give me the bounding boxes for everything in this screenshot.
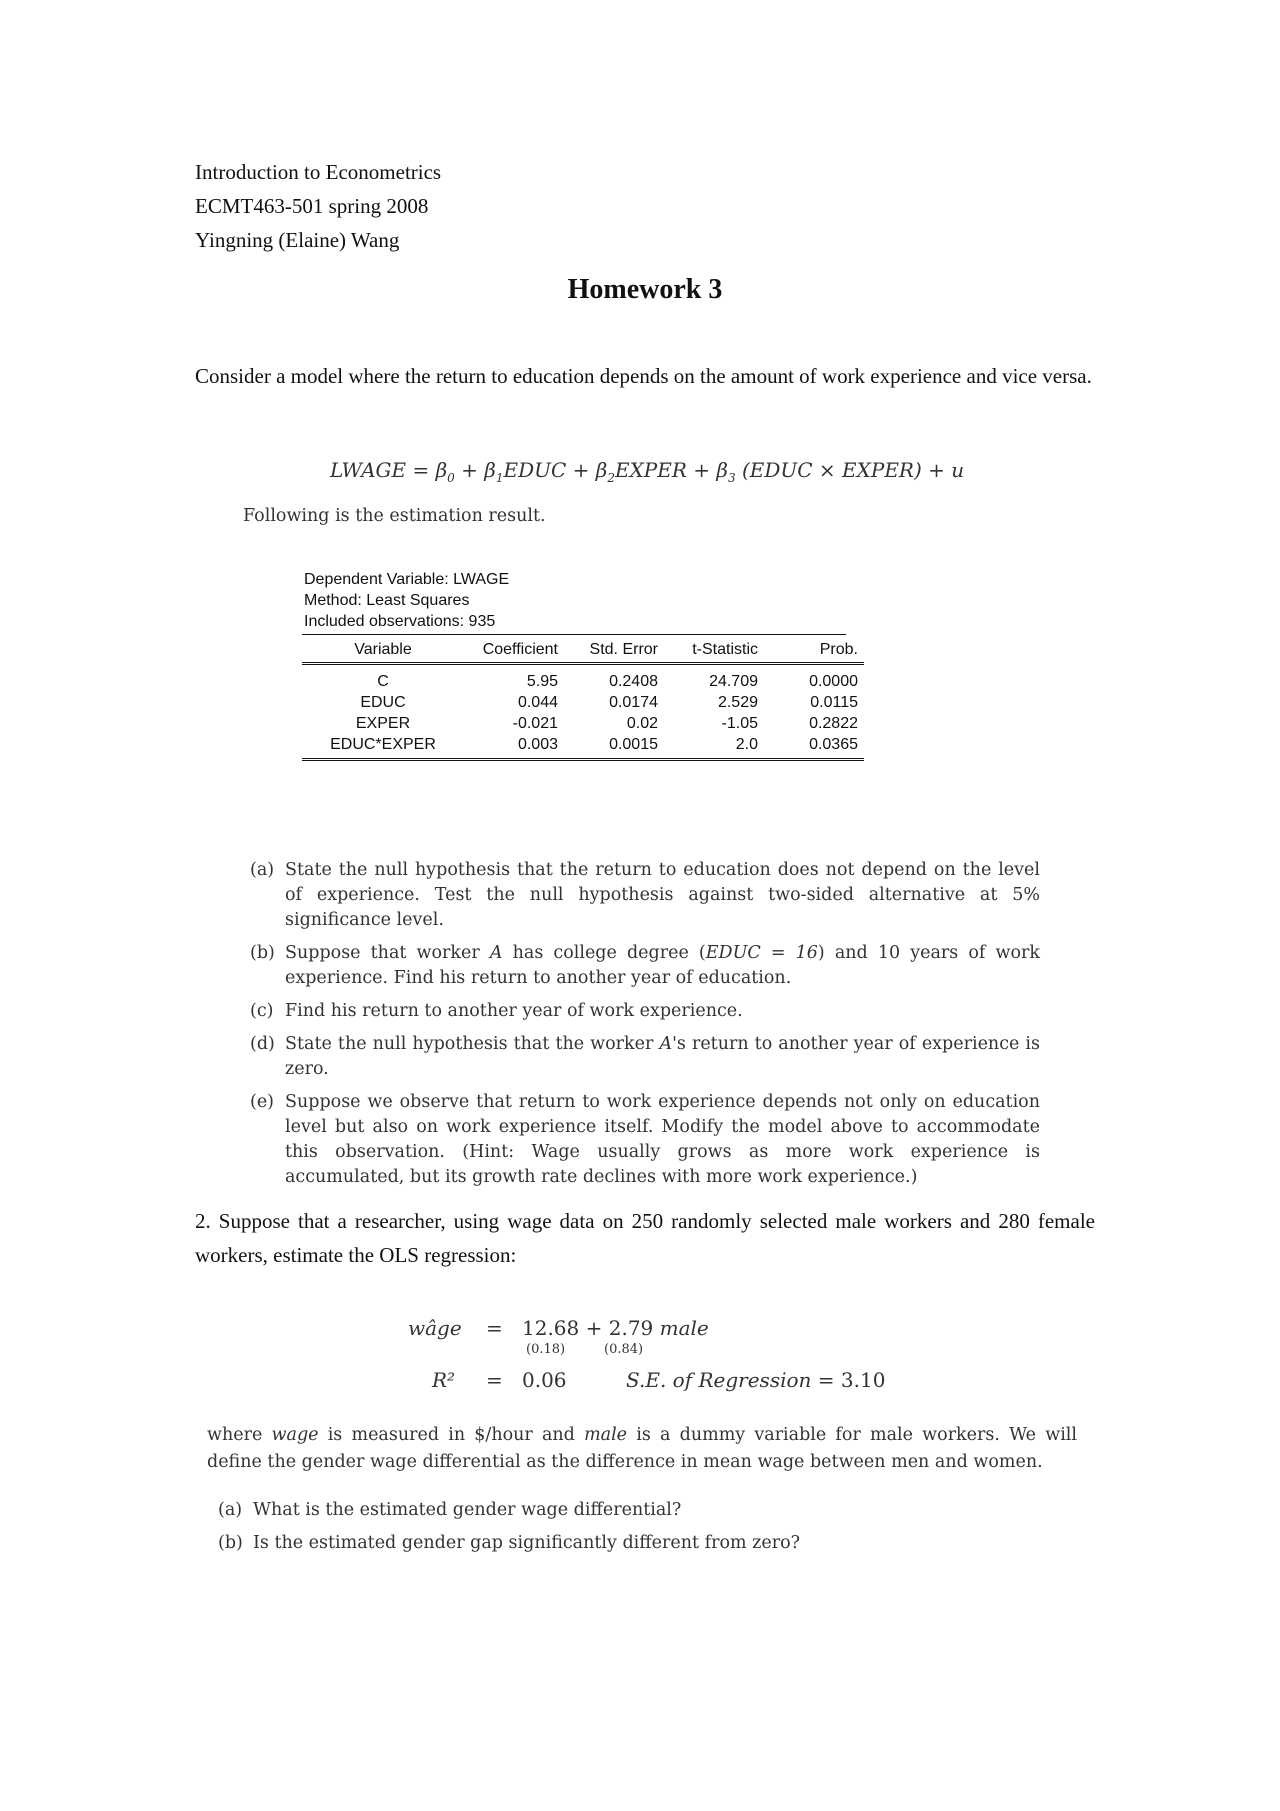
list-item	[218, 1498, 1078, 1523]
list-item	[218, 1531, 1078, 1556]
eq2-ser-label: S.E. of Regression	[626, 1368, 812, 1392]
item-text: What is the estimated gender wage differential?	[253, 1500, 682, 1520]
list-item	[250, 999, 1040, 1024]
eq2-slope: 2.79	[608, 1316, 654, 1340]
table-cell: EDUC*EXPER	[302, 734, 464, 760]
reg-top-rule	[302, 634, 846, 635]
item-text: ) and 10 years of work experience. Find his return to another year of education.	[285, 943, 1040, 988]
table-cell: 0.0174	[609, 693, 658, 711]
table-row	[302, 664, 864, 693]
item-label: (b)	[250, 943, 275, 963]
note-var-wage: wage	[271, 1425, 319, 1445]
col-header: Variable	[302, 638, 464, 664]
q1-parts	[250, 858, 1040, 1198]
eq2-r2-label: R²	[432, 1368, 456, 1392]
item-var: A	[489, 943, 503, 963]
eq2-equals: =	[486, 1316, 503, 1340]
model-equation: LWAGE = $\beta_0$ + $\beta_1EDUC$ + $\beta_2EXPER + \beta_3$ (EDUC × EXPER) + u	[330, 458, 965, 485]
eq2-var: male	[659, 1316, 709, 1340]
model-lhs: LWAGE	[330, 458, 407, 482]
col-header: Prob.	[764, 638, 864, 664]
eq2-ser-value: 3.10	[840, 1368, 886, 1392]
eq2-equals-2: =	[486, 1368, 503, 1392]
table-cell: 0.0115	[810, 693, 858, 711]
model-term2: EDUC + β	[503, 458, 608, 482]
model-beta0: β	[435, 458, 448, 482]
table-cell: 0.02	[626, 714, 658, 732]
item-label: (e)	[250, 1092, 275, 1112]
page-title: Homework 3	[567, 274, 723, 305]
q2-note: where wage is measured in $/hour and male is a dummy variable for male workers. We will define the gender wage differential as the difference in mean wage between men and women.	[207, 1425, 1077, 1472]
table-cell: EDUC	[360, 693, 406, 711]
model-beta2-sub: 2	[607, 471, 615, 485]
table-cell: 24.709	[709, 672, 758, 690]
table-cell: C	[377, 672, 389, 690]
item-var: A	[659, 1034, 673, 1054]
item-text: State the null hypothesis that the return to education does not depend on the level of experience. Test the null hypothesis against two-sided alternative at 5% significance level.	[285, 860, 1040, 930]
model-term3: EXPER + β	[614, 458, 728, 482]
table-cell: EXPER	[355, 714, 411, 732]
table-row	[302, 734, 864, 760]
course-section: ECMT463-501 spring 2008	[195, 194, 429, 218]
model-term1: + β	[454, 458, 496, 482]
item-label: (b)	[218, 1533, 243, 1553]
item-label: (c)	[250, 1001, 274, 1021]
model-beta3-sub: 3	[727, 471, 736, 485]
item-text: Suppose that worker	[285, 943, 490, 963]
table-cell: 0.044	[517, 693, 558, 711]
item-label: (a)	[250, 860, 275, 880]
table-cell: 2.0	[664, 734, 764, 760]
table-header-row	[302, 638, 864, 664]
reg-observations: Included observations: 935	[304, 613, 496, 630]
eq2-intercept: 12.68	[522, 1316, 580, 1340]
eq2-lhs: wâge	[408, 1316, 462, 1340]
eq2-se-slope: (0.84)	[604, 1342, 644, 1357]
course-title: Introduction to Econometrics	[195, 160, 442, 184]
table-cell: 0.0365	[764, 734, 864, 760]
note-var-male: male	[584, 1425, 628, 1445]
table-cell: 2.529	[717, 693, 758, 711]
list-item	[250, 1090, 1040, 1190]
item-text: has college degree (	[502, 943, 706, 963]
table-cell: 5.95	[526, 672, 558, 690]
table-cell: 0.2822	[809, 714, 858, 732]
item-label: (d)	[250, 1034, 275, 1054]
item-text: Is the estimated gender gap significantly different from zero?	[253, 1533, 801, 1553]
table-cell: 0.0015	[564, 734, 664, 760]
table-row	[302, 713, 864, 734]
eq2-rhs: 12.68 + 2.79 male	[522, 1316, 709, 1340]
q1-intro: Consider a model where the return to education depends on the amount of work experience and vice versa.	[195, 364, 1092, 388]
q2-parts	[218, 1498, 1078, 1564]
q2-intro: 2. Suppose that a researcher, using wage data on 250 randomly selected male workers and 280 female workers, estimate the OLS regression:	[195, 1209, 1095, 1267]
list-item	[250, 858, 1040, 933]
item-text: 's return to another year of experience is zero.	[285, 1034, 1040, 1079]
col-header: Std. Error	[564, 638, 664, 664]
table-cell: 0.003	[464, 734, 564, 760]
model-term4: (EDUC × EXPER) + u	[735, 458, 965, 482]
eq2-se-intercept: (0.18)	[526, 1342, 566, 1357]
eq2-ser: S.E. of Regression = 3.10	[626, 1368, 886, 1392]
item-text: Find his return to another year of work experience.	[285, 1001, 743, 1021]
model-beta1-sub: 1	[495, 471, 504, 485]
reg-dependent: Dependent Variable: LWAGE	[304, 571, 510, 588]
item-text: Suppose we observe that return to work experience depends not only on education level but also on work experience itself. Modify the model above to accommodate this observation. (Hint: Wage usually grows as more work experience is accumulated, but its growth rate declines with more work experience.)	[285, 1092, 1040, 1187]
table-cell: 0.2408	[609, 672, 658, 690]
list-item	[250, 1032, 1040, 1082]
author-name: Yingning (Elaine) Wang	[195, 228, 400, 252]
regression-table	[302, 638, 864, 761]
table-cell: -1.05	[721, 714, 758, 732]
col-header: t-Statistic	[664, 638, 764, 664]
table-cell: -0.021	[512, 714, 558, 732]
reg-method: Method: Least Squares	[304, 592, 470, 609]
list-item	[250, 941, 1040, 991]
item-text: State the null hypothesis that the worker	[285, 1034, 660, 1054]
model-beta0-sub: 0	[447, 471, 455, 485]
following-text: Following is the estimation result.	[243, 506, 546, 526]
eq2-r2-value: 0.06	[522, 1368, 567, 1392]
table-row	[302, 692, 864, 713]
item-math: EDUC = 16	[705, 943, 818, 963]
col-header: Coefficient	[464, 638, 564, 664]
table-cell: 0.0000	[809, 672, 858, 690]
item-label: (a)	[218, 1500, 243, 1520]
